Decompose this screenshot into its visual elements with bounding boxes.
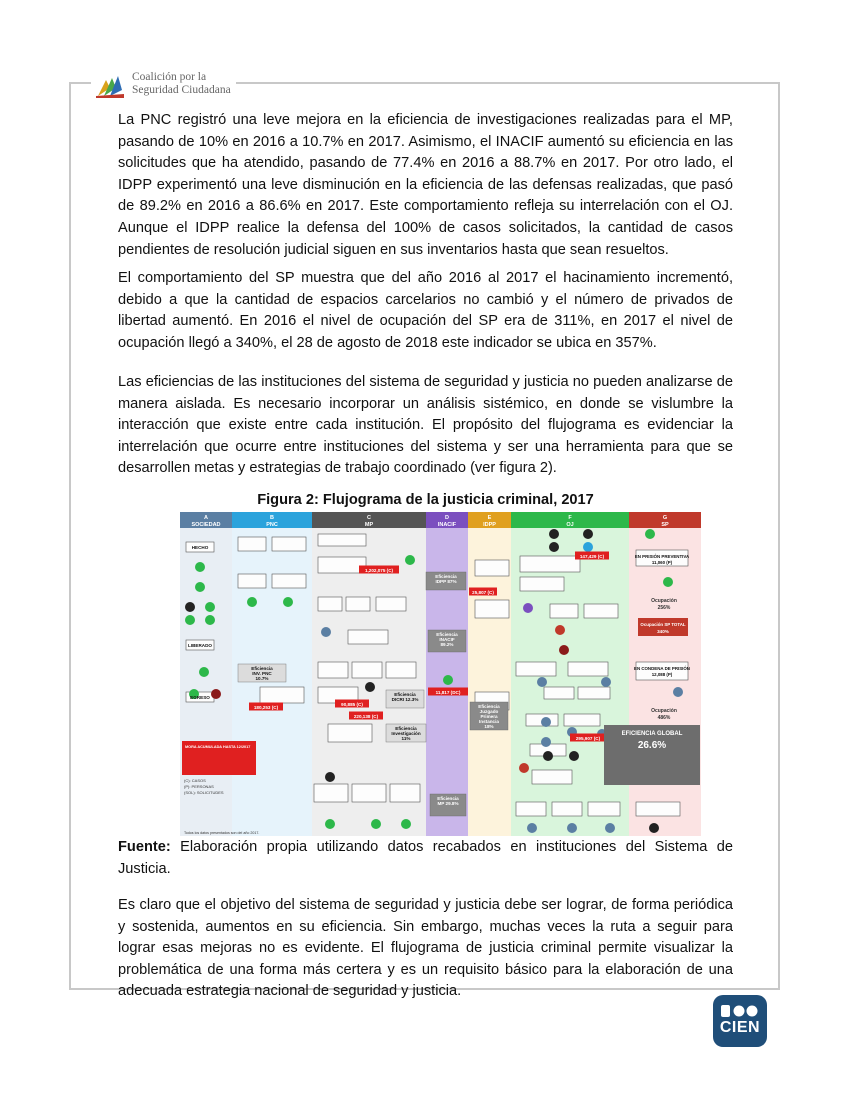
- flow-box: [636, 662, 688, 680]
- flow-box: [318, 662, 348, 678]
- column-letter-oj: F: [568, 515, 572, 521]
- flow-node: [519, 763, 529, 773]
- figure-source: [118, 837, 733, 880]
- efficiency-dicri-label: Eficiencia DICRI 12.3%: [391, 692, 419, 702]
- flow-box: [578, 687, 610, 699]
- column-name-oj: OJ: [566, 522, 574, 528]
- flow-box: [588, 802, 620, 816]
- ocupacion-value-2: 486%: [657, 715, 671, 721]
- flow-node: [405, 555, 415, 565]
- flow-box: [516, 802, 546, 816]
- flow-box: [318, 597, 342, 611]
- flow-box: [260, 687, 304, 703]
- flow-box: [238, 574, 266, 588]
- header-logo: [96, 68, 236, 100]
- red-value-label: 180,253 (C): [253, 705, 279, 710]
- flow-node: [567, 823, 577, 833]
- flow-node: [325, 772, 335, 782]
- paragraph-1: La PNC registró una leve mejora en la eficiencia de investigaciones realizadas para el MP, pasando de 10% en 2016 a 10.7% en 2017. Asimismo, el INACIF aumentó su eficiencia en las solicitudes que ha atendido, pasando de 77.4% en 2016 a 88.7% en 2017. Por otro lado, el IDPP experimentó una leve disminución en la eficiencia de las defensas realizadas, que pasó de 89.2% en 2016 a 86.6% en 2017. Este comportamiento refleja su interrelación con el OJ. Aunque el IDPP realice la defensa del 100% de casos solicitados, la cantidad de casos pendientes de resolución judicial siguen en sus inventarios hasta que sean resueltos.: [118, 112, 733, 258]
- flow-box: [564, 714, 600, 726]
- org-name-line2: Seguridad Ciudadana: [132, 83, 231, 96]
- red-value-label: 295,907 (C): [575, 736, 601, 741]
- flow-node: [365, 682, 375, 692]
- ocupacion-label-2: Ocupación: [651, 708, 677, 714]
- flow-node: [541, 737, 551, 747]
- legend-item: (P): PERSONAS: [184, 784, 214, 789]
- flow-box: [352, 784, 386, 802]
- cien-logo-text: CIEN: [719, 1019, 761, 1036]
- ocupacion-total-label: Ocupación SP TOTAL: [640, 622, 686, 627]
- cien-logo: [713, 995, 767, 1047]
- prision-preventiva-value: 11,060 (P): [651, 560, 673, 565]
- flow-node: [537, 677, 547, 687]
- column-letter-idpp: E: [487, 515, 492, 521]
- ocupacion-value-1: 256%: [657, 605, 671, 611]
- flowchart-svg: [180, 512, 701, 836]
- flow-box: [475, 560, 509, 576]
- ocupacion-label-1: Ocupación: [651, 598, 677, 604]
- flow-node: [371, 819, 381, 829]
- coalition-logo-icon: [96, 72, 124, 98]
- efficiency-idpp-label: Eficiencia IDPP 87%: [435, 574, 457, 584]
- source-label: Fuente:: [118, 839, 171, 855]
- red-value-label: 1,202,075 (C): [364, 568, 394, 573]
- legend-item: (SOL): SOLICITUDES: [184, 790, 224, 795]
- flow-box: [238, 537, 266, 551]
- flow-node: [185, 615, 195, 625]
- flow-box: [568, 662, 608, 676]
- ocupacion-total-value: 340%: [657, 629, 669, 634]
- flow-node: [527, 823, 537, 833]
- cien-dots-icon: [721, 1005, 759, 1017]
- flow-box: [352, 662, 382, 678]
- efficiency-pnc-label: Eficiencia INV. PNC 10.7%: [251, 666, 273, 681]
- flow-node: [523, 603, 533, 613]
- red-value-label: 147,429 (C): [579, 554, 605, 559]
- efficiency-investigacion-label: Eficiencia Investigación 11%: [391, 726, 421, 741]
- flow-node: [185, 602, 195, 612]
- flow-node: [325, 819, 335, 829]
- flow-node: [199, 667, 209, 677]
- flow-box: [314, 784, 348, 802]
- flow-node: [195, 562, 205, 572]
- flow-node: [247, 597, 257, 607]
- efficiency-inacif-label: Eficiencia INACIF 89.2%: [436, 632, 458, 647]
- legend-item: (C): CASOS: [184, 778, 206, 783]
- flow-box: [376, 597, 406, 611]
- efficiency-mp-label: Eficiencia MP 29.8%: [437, 796, 459, 806]
- flow-node: [645, 529, 655, 539]
- efficiency-juzgado-label: Eficiencia Juzgado Primera Instancia 18%: [478, 704, 500, 729]
- org-name: [132, 71, 231, 96]
- flow-box: [390, 784, 420, 802]
- flow-node: [543, 751, 553, 761]
- mora-label: MORA ACUMULADA HASTA 12/2017: [185, 745, 251, 749]
- flow-node: [195, 582, 205, 592]
- flow-box: [346, 597, 370, 611]
- global-efficiency-title: EFICIENCIA GLOBAL: [621, 731, 683, 737]
- column-name-sp: SP: [661, 522, 669, 528]
- condena-prision-label: EN CONDENA DE PRISIÓN: [634, 666, 690, 671]
- flow-box: [272, 574, 306, 588]
- flow-node: [205, 602, 215, 612]
- paragraph-3: Las eficiencias de las instituciones del sistema de seguridad y justicia no pueden analizarse de manera aislada. Es necesario incorporar un análisis sistémico, en donde se vislumbre la interacción que existe entre cada institución. El propósito del flujograma es evidenciar la interrelación que ocurre entre instituciones del sistema y ser una herramienta para que se desarrollen metas y estrategias de trabajo coordinado (ver figura 2).: [118, 374, 733, 477]
- flow-box: [516, 662, 556, 676]
- condena-prision-value: 12,088 (P): [651, 672, 673, 677]
- flow-node: [541, 717, 551, 727]
- flow-node: [549, 542, 559, 552]
- flow-node: [443, 675, 453, 685]
- flow-box: [636, 802, 680, 816]
- column-letter-pnc: B: [270, 515, 274, 521]
- flow-box: [544, 687, 574, 699]
- column-name-inacif: INACIF: [437, 522, 457, 528]
- flow-box: [328, 724, 372, 742]
- flow-node: [321, 627, 331, 637]
- flow-node: [211, 689, 221, 699]
- flow-node: [605, 823, 615, 833]
- column-letter-mp: C: [367, 515, 371, 521]
- prision-preventiva-label: EN PRISIÓN PREVENTIVA: [634, 554, 690, 559]
- flow-box: [584, 604, 618, 618]
- flow-node: [673, 687, 683, 697]
- flow-node: [569, 751, 579, 761]
- criminal-justice-flowchart: [180, 512, 701, 836]
- flow-box: [475, 600, 509, 618]
- paragraph-4: Es claro que el objetivo del sistema de seguridad y justicia debe ser lograr, de forma periódica y sostenida, aumentos en su eficiencia. Sin embargo, muchas veces la ruta a seguir para lograr esas mejoras no es evidente. El flujograma de justicia criminal permite visualizar la problemática de una forma más certera y es un requisito básico para la elaboración de una adecuada estrategia nacional de seguridad y justicia.: [118, 897, 733, 1000]
- page-border-top-left: [69, 82, 91, 84]
- flow-node: [549, 529, 559, 539]
- flow-box: [552, 802, 582, 816]
- column-name-sociedad: SOCIEDAD: [191, 522, 221, 528]
- flow-node: [583, 529, 593, 539]
- red-value-label: 220,138 (C): [353, 714, 379, 719]
- flow-node: [205, 615, 215, 625]
- flow-node: [559, 645, 569, 655]
- flow-box: [550, 604, 578, 618]
- flow-node: [663, 577, 673, 587]
- flow-box: [348, 630, 388, 644]
- org-name-line1: Coalición por la: [132, 71, 207, 83]
- column-bg-sp: [629, 528, 701, 836]
- column-name-mp: MP: [364, 522, 374, 528]
- flow-box: [318, 534, 366, 546]
- node-egreso: EGRESO: [190, 695, 210, 700]
- flow-box: [272, 537, 306, 551]
- column-letter-inacif: D: [445, 515, 449, 521]
- source-text: Elaboración propia utilizando datos recabados en instituciones del Sistema de Justicia.: [118, 839, 733, 877]
- red-value-label: 90,885 (C): [341, 702, 363, 707]
- flow-box: [318, 557, 366, 573]
- global-efficiency-value: 26.6%: [637, 740, 667, 751]
- flow-node: [555, 625, 565, 635]
- red-value-label: 11,817 (DC): [435, 690, 461, 695]
- node-hecho: HECHO: [191, 545, 209, 550]
- page-border-top-right: [232, 82, 780, 84]
- flow-box: [386, 662, 416, 678]
- flow-box: [520, 577, 564, 591]
- flow-node: [583, 542, 593, 552]
- flow-node: [601, 677, 611, 687]
- figure-footnote: Todos los datos presentados son del año 2017.: [184, 831, 260, 835]
- column-name-idpp: IDPP: [483, 522, 496, 528]
- column-letter-sp: G: [662, 515, 668, 521]
- flow-box: [520, 556, 580, 572]
- red-value-label: 25,807 (C): [472, 590, 494, 595]
- column-name-pnc: PNC: [266, 522, 278, 528]
- node-liberado: LIBERADO: [188, 643, 212, 648]
- column-letter-sociedad: A: [204, 515, 208, 521]
- column-bg-oj: [511, 528, 629, 836]
- flow-node: [649, 823, 659, 833]
- flow-node: [283, 597, 293, 607]
- paragraph-2: El comportamiento del SP muestra que del año 2016 al 2017 el hacinamiento incrementó, debido a que la cantidad de espacios carcelarios no cambió y el número de privados de libertad aumentó. En 2016 el nivel de ocupación del SP era de 311%, en 2017 el nivel de ocupación llegó a 340%, el 28 de agosto de 2018 este indicador se ubica en 357%.: [118, 270, 733, 351]
- figure-caption: Figura 2: Flujograma de la justicia criminal, 2017: [257, 492, 594, 508]
- flow-node: [401, 819, 411, 829]
- flow-box: [532, 770, 572, 784]
